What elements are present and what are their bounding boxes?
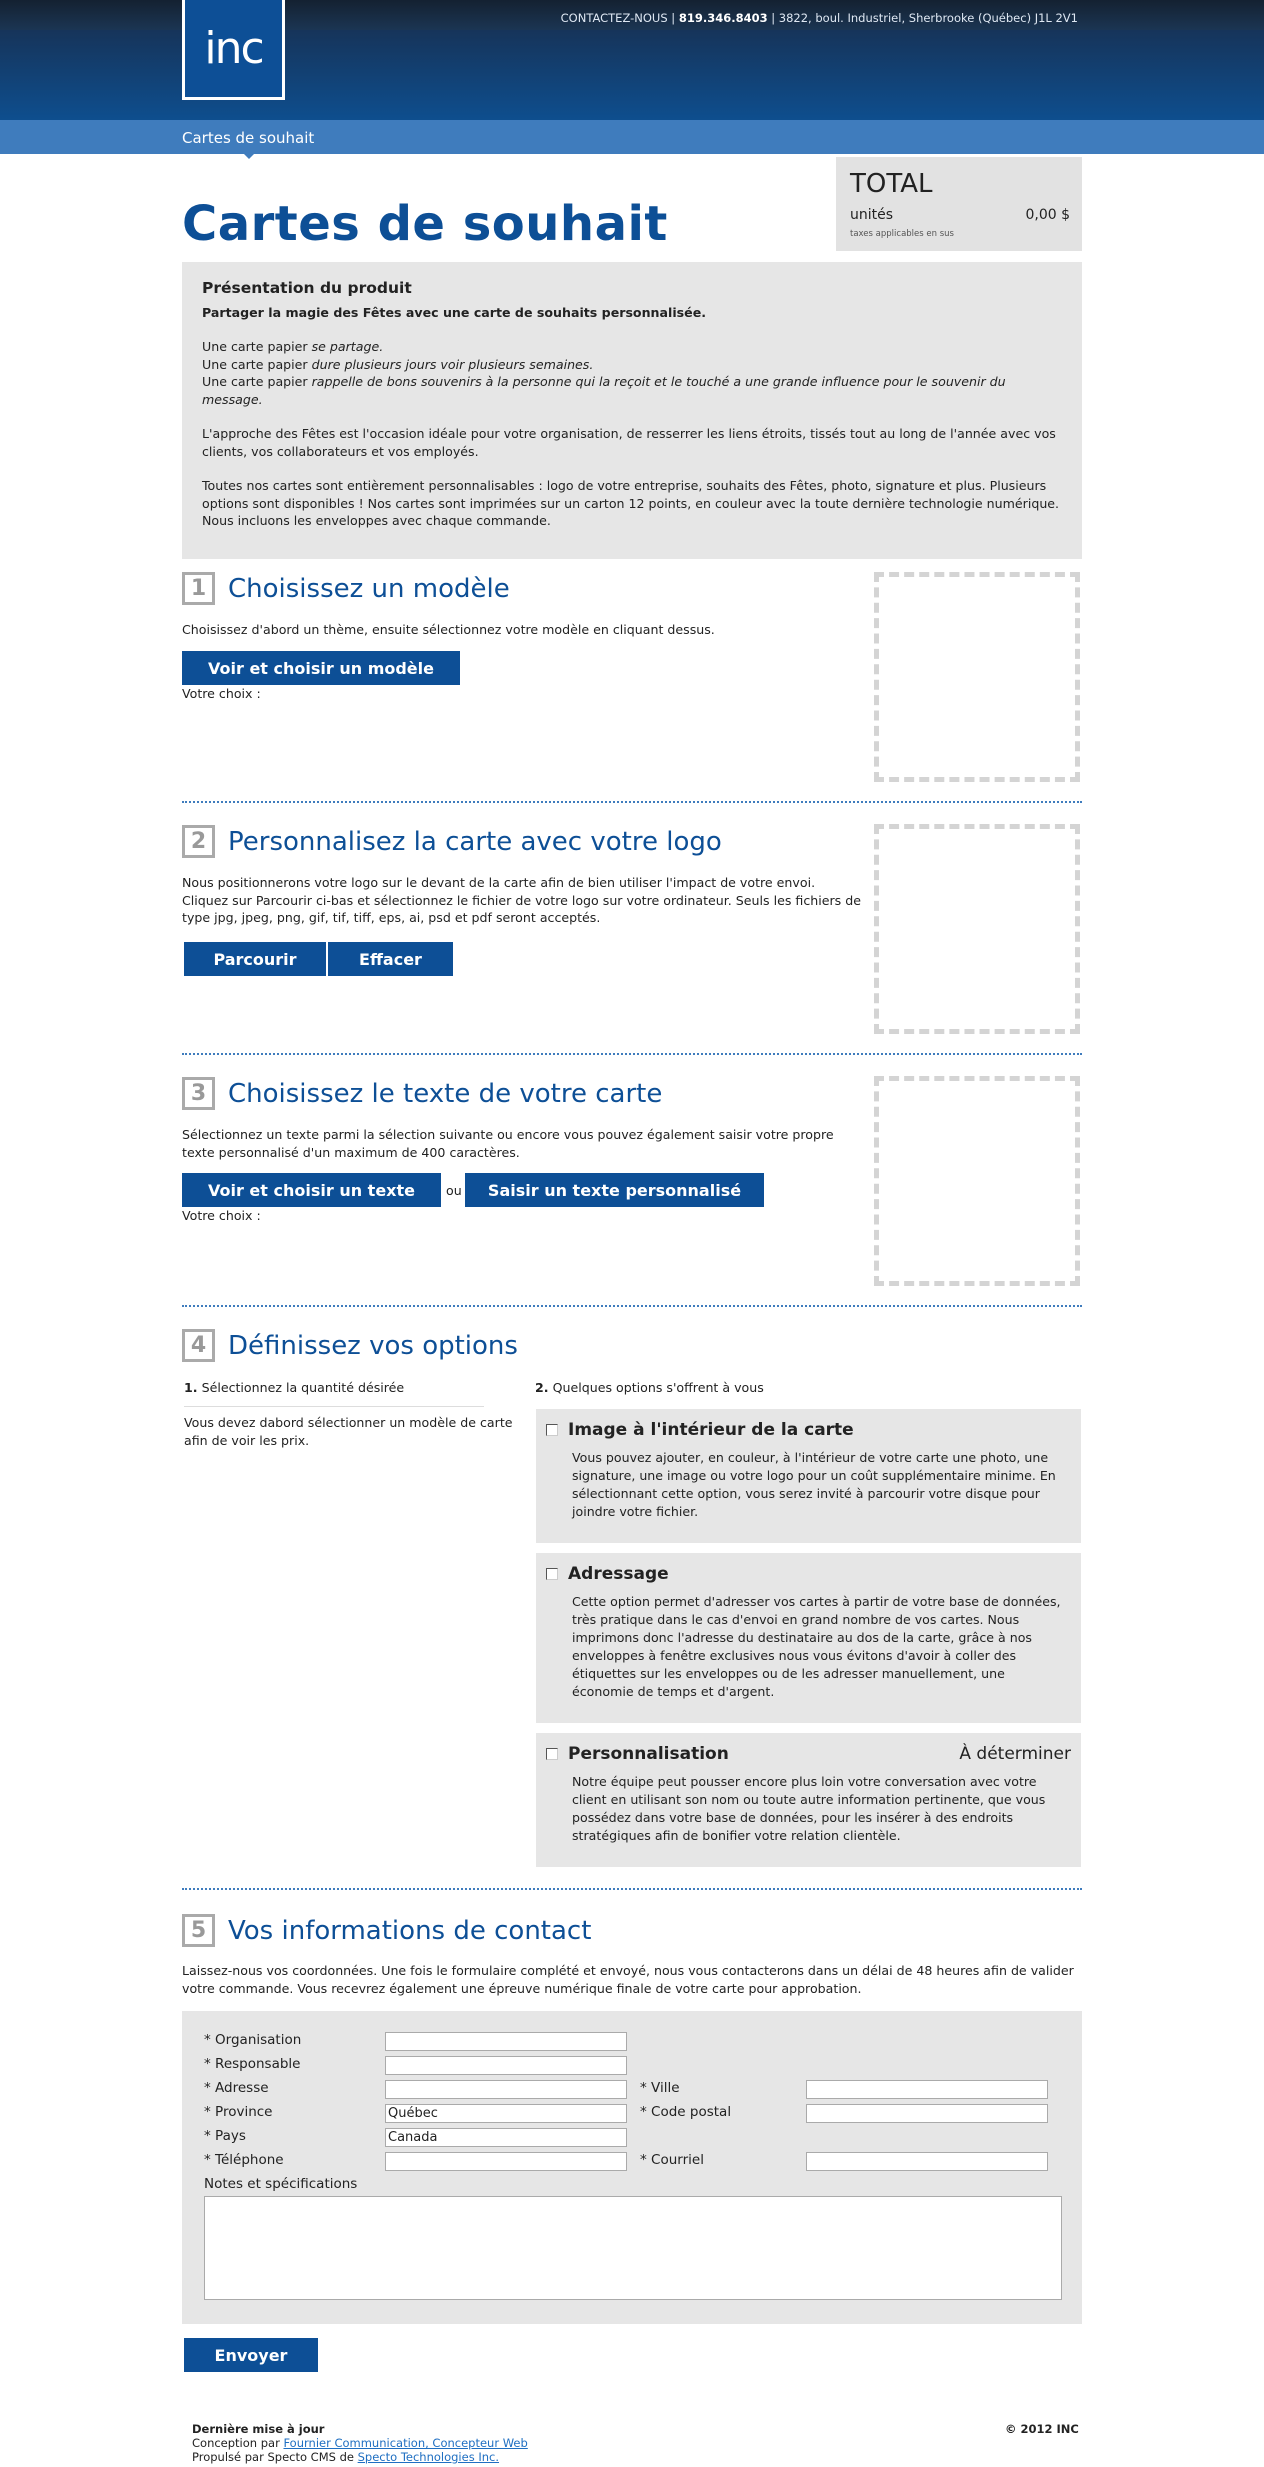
divider — [182, 1053, 1082, 1055]
inside-image-checkbox[interactable] — [546, 1424, 558, 1436]
option-desc: Vous pouvez ajouter, en couleur, à l'intérieur de votre carte une photo, une signature, une image ou votre logo pour un coût supplémentaire minime. En sélectionnant cette option, vous serez invité à parcourir votre disque pour joindre votre fichier. — [572, 1450, 1056, 1519]
step3-desc: Sélectionnez un texte parmi la sélection suivante ou encore vous pouvez également saisir votre propre texte personnalisé d'un maximum de 400 caractères. — [182, 1127, 834, 1160]
option-desc: Cette option permet d'adresser vos cartes à partir de votre base de données, très pratique dans le cas d'envoi en grand nombre de vos cartes. Nous imprimons donc l'adresse du destinataire au dos de la carte, grâce à nos enveloppes à fenêtre exclusives nous vous évitons d'avoir à coller des étiquettes sur les enveloppes ou de les adresser manuellement, une économie de temps et d'argent. — [572, 1594, 1061, 1699]
ville-label: * Ville — [640, 2080, 680, 2096]
notes-label: Notes et spécifications — [204, 2176, 358, 2192]
step1-number: 1 — [182, 572, 215, 605]
adresse-input[interactable] — [385, 2080, 627, 2099]
nav-bar — [0, 120, 1264, 154]
product-presentation — [182, 262, 1082, 559]
step4-header — [182, 1329, 518, 1362]
divider — [182, 1305, 1082, 1307]
line2-italic: dure plusieurs jours voir plusieurs semaines. — [311, 356, 594, 372]
step2-number: 2 — [182, 825, 215, 858]
phone-number: 819.346.8403 — [678, 11, 768, 25]
addressing-checkbox[interactable] — [546, 1568, 558, 1580]
choose-text-button[interactable]: Voir et choisir un texte — [182, 1173, 441, 1207]
step5-number: 5 — [182, 1914, 215, 1947]
address: 3822, boul. Industriel, Sherbrooke (Québec) J1L 2V1 — [778, 11, 1078, 25]
courriel-label: * Courriel — [640, 2152, 704, 2168]
clear-button[interactable]: Effacer — [328, 942, 453, 976]
copyright: © 2012 INC — [1005, 2422, 1079, 2436]
step1-choice-label: Votre choix : — [182, 686, 261, 701]
text-preview — [874, 1076, 1080, 1286]
line3-prefix: Une carte papier — [202, 374, 312, 389]
step2-header — [182, 825, 722, 858]
quantity-heading — [184, 1380, 404, 1395]
contact-form — [182, 2011, 1082, 2324]
step3-choice-label: Votre choix : — [182, 1208, 261, 1223]
footer-credits — [192, 2422, 528, 2464]
options-title: Quelques options s'offrent à vous — [552, 1380, 764, 1395]
step5-title: Vos informations de contact — [228, 1915, 592, 1946]
powered-label: Propulsé par Specto CMS de — [192, 2450, 358, 2464]
total-box — [836, 157, 1082, 251]
step3-header — [182, 1077, 662, 1110]
step1-title: Choisissez un modèle — [228, 573, 510, 604]
divider — [182, 1888, 1082, 1890]
intro-para2: Toutes nos cartes sont entièrement personnalisables : logo de votre entreprise, souhaits des Fêtes, photo, signature et plus. Plusieurs options sont disponibles ! Nos cartes sont imprimées sur un carton 12 points, en couleur avec la toute dernière technologie numérique. Nous incluons les enveloppes avec chaque commande. — [202, 478, 1060, 528]
step1-desc: Choisissez d'abord un thème, ensuite sélectionnez votre modèle en cliquant dessus. — [182, 622, 715, 637]
choose-model-button[interactable]: Voir et choisir un modèle — [182, 651, 460, 685]
conception-link[interactable]: Fournier Communication, Concepteur Web — [283, 2436, 528, 2450]
options-heading — [535, 1380, 764, 1395]
powered-link[interactable]: Specto Technologies Inc. — [357, 2450, 500, 2464]
step2-desc: Nous positionnerons votre logo sur le devant de la carte afin de bien utiliser l'impact de votre envoi. Cliquez sur Parcourir ci-bas et sélectionnez le fichier de votre logo sur votre ordinateur. Seuls les fichiers de type jpg, jpeg, png, gif, tif, tiff, eps, ai, psd et pdf seront acceptés. — [182, 875, 861, 925]
submit-button[interactable]: Envoyer — [184, 2338, 318, 2372]
intro-para1: L'approche des Fêtes est l'occasion idéale pour votre organisation, de resserrer les liens étroits, tissés tout au long de l'année avec vos clients, vos collaborateurs et vos employés. — [202, 426, 1056, 459]
quantity-title: Sélectionnez la quantité désirée — [201, 1380, 405, 1395]
browse-button[interactable]: Parcourir — [184, 942, 326, 976]
code-postal-label: * Code postal — [640, 2104, 732, 2120]
step4-title: Définissez vos options — [228, 1330, 518, 1361]
responsable-input[interactable] — [385, 2056, 627, 2075]
intro-lead: Partager la magie des Fêtes avec une carte de souhaits personnalisée. — [202, 304, 707, 320]
intro-heading: Présentation du produit — [202, 279, 412, 297]
last-updated: Dernière mise à jour — [192, 2422, 325, 2436]
nav-pointer-icon — [242, 152, 256, 159]
step3-title: Choisissez le texte de votre carte — [228, 1078, 663, 1109]
pays-input[interactable]: Canada — [385, 2128, 627, 2147]
contact-info: CONTACTEZ-NOUS | 819.346.8403 | 3822, boul. Industriel, Sherbrooke (Québec) J1L 2V1 — [560, 11, 1078, 25]
step2-title: Personnalisez la carte avec votre logo — [228, 826, 722, 857]
organisation-label: * Organisation — [204, 2032, 302, 2048]
site-header — [0, 0, 1264, 120]
units-label: unités — [850, 207, 894, 223]
logo-text: inc — [204, 23, 263, 74]
option-addressing — [536, 1553, 1081, 1723]
notes-textarea[interactable] — [204, 2196, 1062, 2300]
line1-italic: se partage. — [311, 339, 384, 354]
contact-link[interactable]: CONTACTEZ-NOUS — [560, 11, 668, 25]
options-num: 2. — [535, 1380, 549, 1395]
conception-label: Conception par — [192, 2436, 284, 2450]
page-title: Cartes de souhait — [182, 196, 668, 252]
logo-preview — [874, 824, 1080, 1034]
step1-header — [182, 572, 510, 605]
total-title: TOTAL — [850, 169, 933, 199]
option-desc: Notre équipe peut pousser encore plus loin votre conversation avec votre client en utilisant son nom ou toute autre information pertinente, que vous possédez dans votre base de données, pour les insérer à des endroits stratégiques afin de bonifier votre relation clientèle. — [572, 1774, 1046, 1843]
step4-number: 4 — [182, 1329, 215, 1362]
province-input[interactable]: Québec — [385, 2104, 627, 2123]
step5-desc: Laissez-nous vos coordonnées. Une fois le formulaire complété et envoyé, nous vous contacterons dans un délai de 48 heures afin de valider votre commande. Vous recevrez également une épreuve numérique finale de votre carte pour approbation. — [182, 1963, 1074, 1996]
line3-italic: rappelle de bons souvenirs à la personne qui la reçoit et le touché a une grande influence pour le souvenir du message. — [202, 374, 1006, 407]
option-title: Image à l'intérieur de la carte — [568, 1420, 854, 1440]
ville-input[interactable] — [806, 2080, 1048, 2099]
custom-text-button[interactable]: Saisir un texte personnalisé — [465, 1173, 764, 1207]
telephone-label: * Téléphone — [204, 2152, 284, 2168]
quantity-note: Vous devez dabord sélectionner un modèle de carte afin de voir les prix. — [184, 1415, 513, 1448]
step5-header — [182, 1914, 591, 1947]
line1-prefix: Une carte papier — [202, 339, 312, 354]
pays-label: * Pays — [204, 2128, 246, 2144]
courriel-input[interactable] — [806, 2152, 1048, 2171]
option-personalization — [536, 1733, 1081, 1867]
inc-logo[interactable] — [182, 0, 285, 100]
or-label: ou — [446, 1183, 462, 1198]
quantity-divider — [184, 1406, 484, 1407]
intro-lines — [202, 338, 1062, 408]
divider — [182, 801, 1082, 803]
adresse-label: * Adresse — [204, 2080, 269, 2096]
option-title: Adressage — [568, 1564, 669, 1584]
nav-item-cartes[interactable]: Cartes de souhait — [182, 129, 315, 147]
total-amount: 0,00 $ — [1025, 207, 1070, 223]
option-title: Personnalisation — [568, 1744, 729, 1764]
option-inside-image — [536, 1409, 1081, 1543]
quantity-num: 1. — [184, 1380, 198, 1395]
line2-prefix: Une carte papier — [202, 356, 312, 372]
personalization-checkbox[interactable] — [546, 1748, 558, 1760]
province-label: * Province — [204, 2104, 273, 2120]
step3-number: 3 — [182, 1077, 215, 1110]
code-postal-input[interactable] — [806, 2104, 1048, 2123]
organisation-input[interactable] — [385, 2032, 627, 2051]
model-preview — [874, 572, 1080, 782]
telephone-input[interactable] — [385, 2152, 627, 2171]
tax-note: taxes applicables en sus — [850, 229, 954, 239]
responsable-label: * Responsable — [204, 2056, 301, 2072]
option-price: À déterminer — [959, 1744, 1071, 1764]
